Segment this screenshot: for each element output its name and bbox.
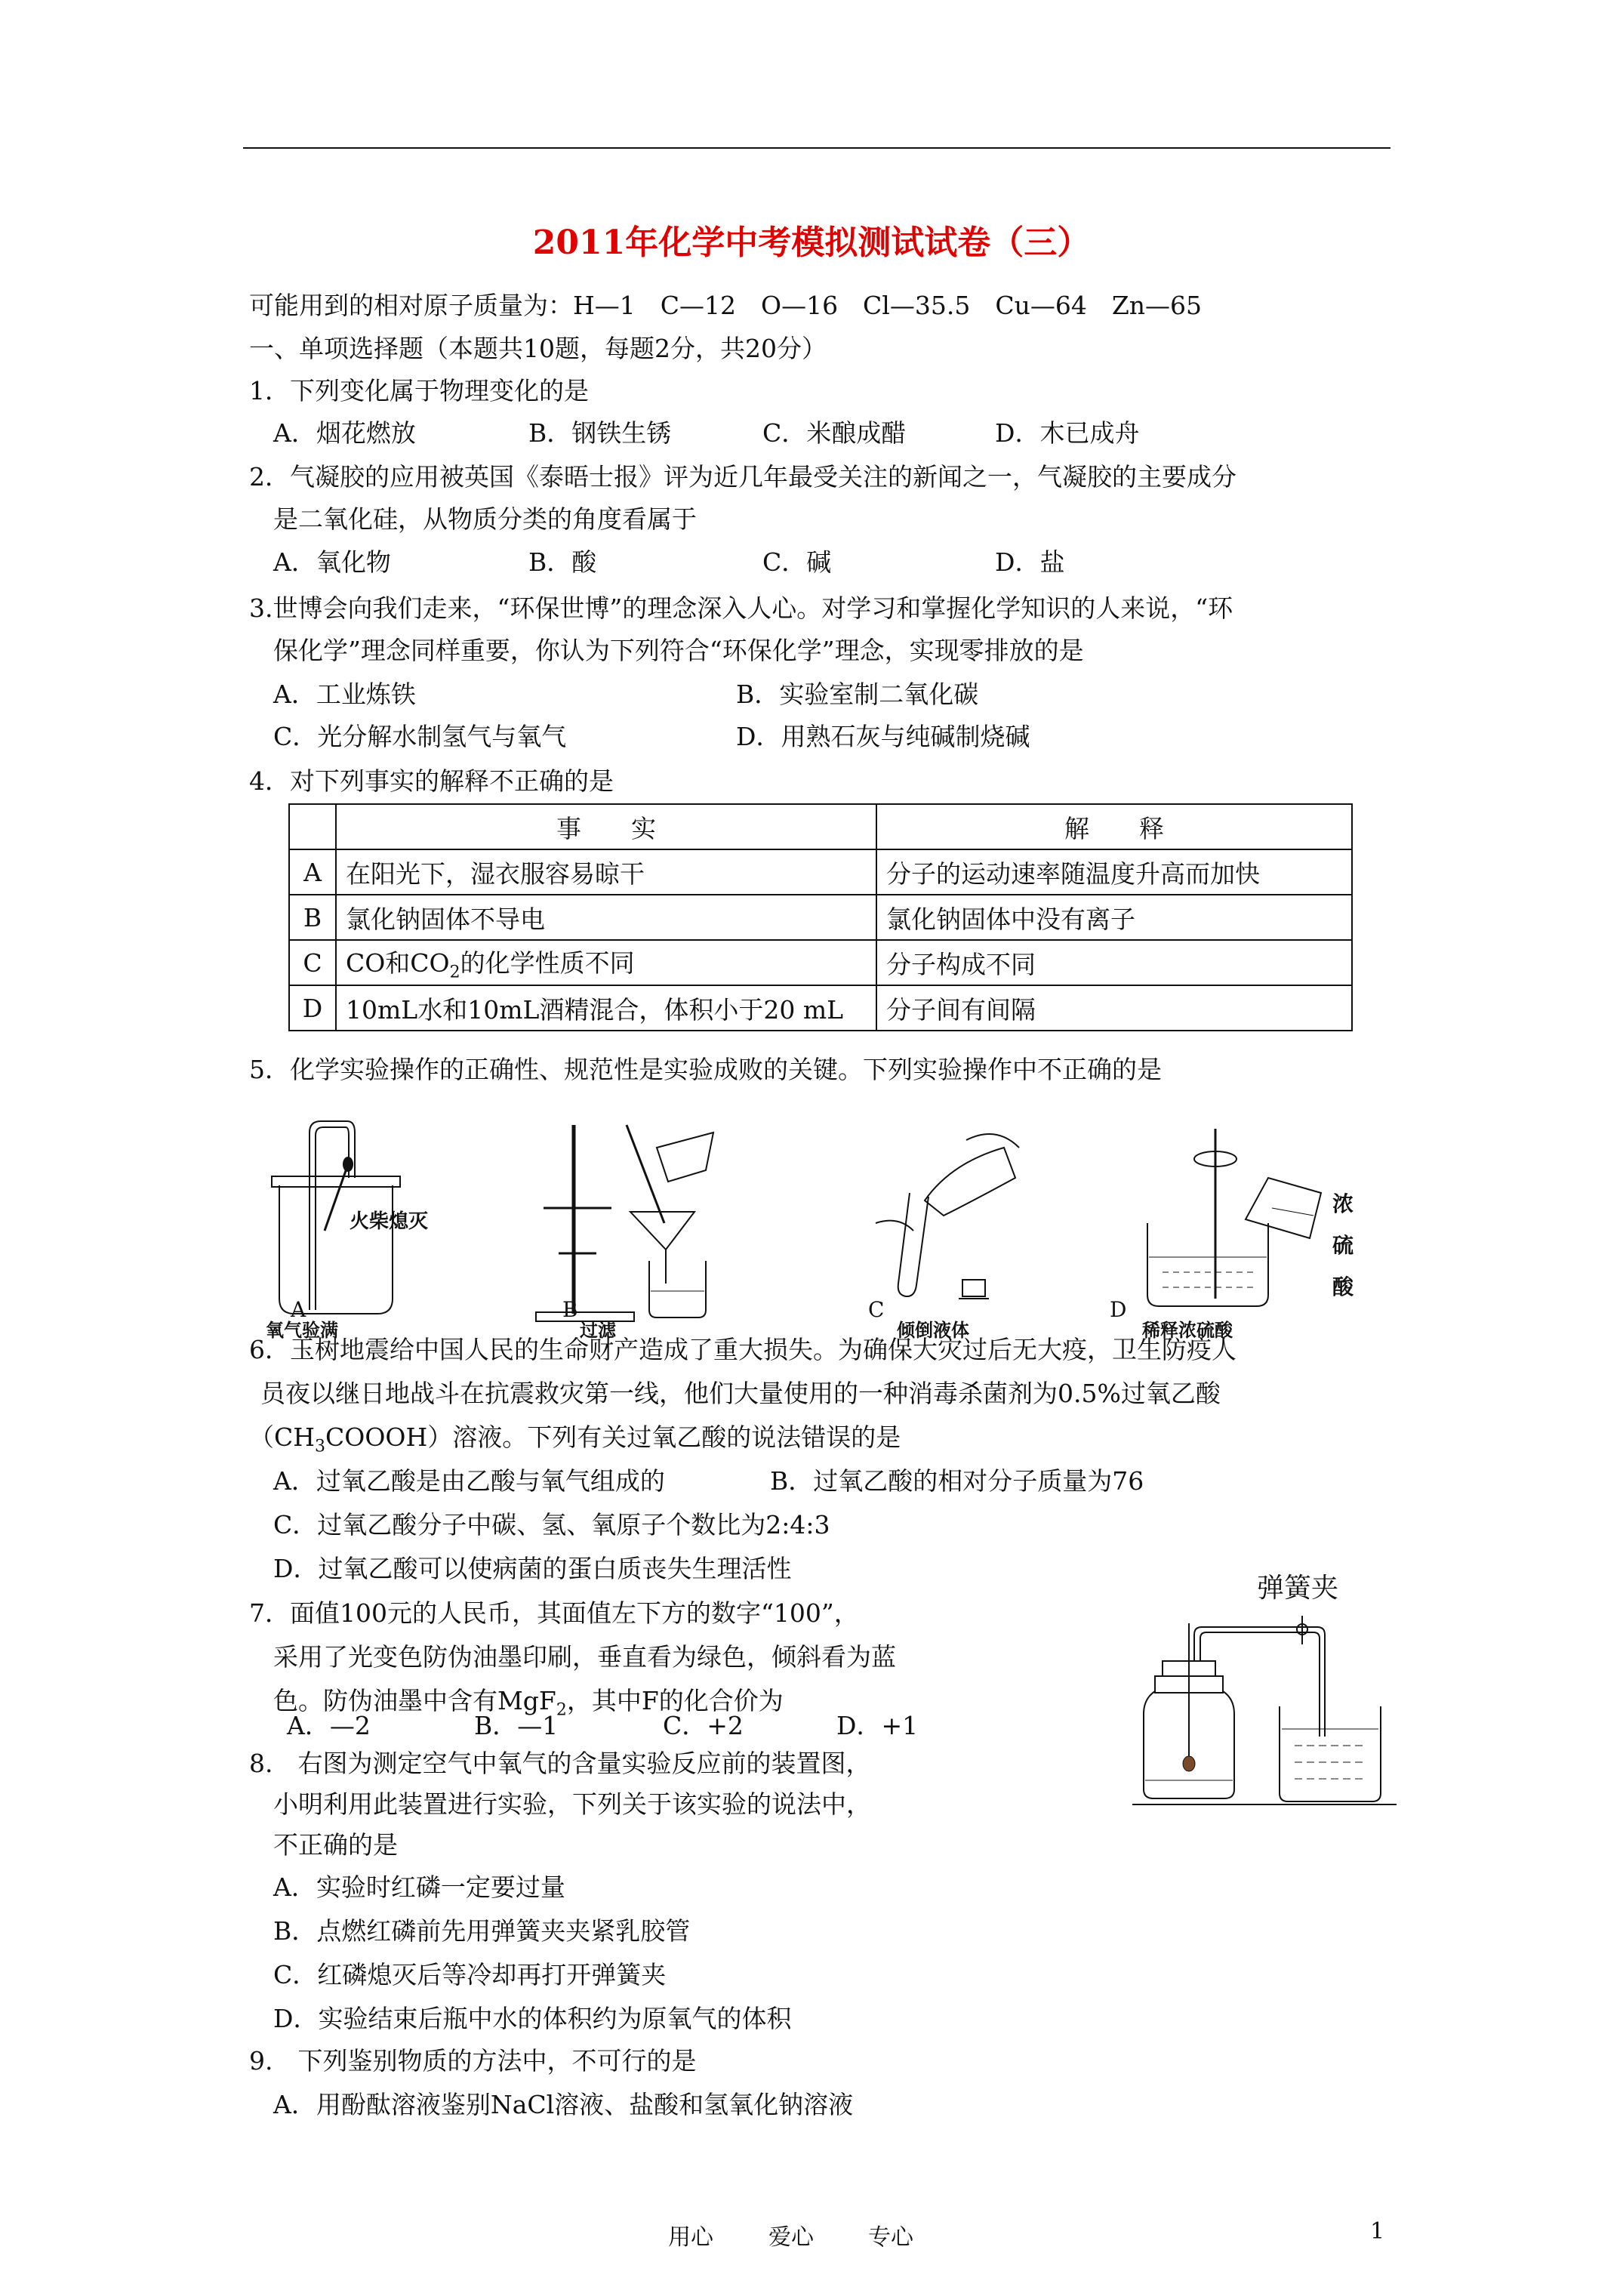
table-row — [289, 940, 1352, 985]
question-2-option-d: D．盐 — [995, 547, 1065, 577]
question-1-option-d: D．木已成舟 — [995, 418, 1140, 448]
question-6-formula-subscript: 3 — [315, 1437, 326, 1456]
footer-motto-2: 爱心 — [768, 2224, 814, 2251]
question-8-option-c: C．红磷熄灭后等冷却再打开弹簧夹 — [273, 1960, 667, 1989]
figure-a-note: 火柴熄灭 — [350, 1210, 429, 1233]
figure-b-letter: B — [562, 1297, 578, 1322]
question-6-option-a: A．过氧乙酸是由乙酸与氧气组成的 — [273, 1466, 665, 1496]
question-8-option-a: A．实验时红磷一定要过量 — [273, 1872, 565, 1902]
question-7-formula-post: ，其中F的化合价为 — [566, 1686, 784, 1715]
row-label: C — [289, 940, 336, 985]
question-3-option-a: A．工业炼铁 — [273, 680, 416, 709]
question-8-stem-line3: 不正确的是 — [273, 1830, 398, 1860]
question-1-option-b: B．钢铁生锈 — [528, 418, 672, 448]
footer-motto-1: 用心 — [668, 2224, 713, 2251]
question-6-stem-line2: 员夜以继日地战斗在抗震救灾第一线，他们大量使用的一种消毒杀菌剂为0.5%过氧乙酸 — [260, 1379, 1221, 1408]
question-6-option-c: C．过氧乙酸分子中碳、氢、氧原子个数比为2:4:3 — [273, 1510, 830, 1539]
row-fact: 10mL水和10mL酒精混合，体积小于20 mL — [336, 985, 876, 1031]
question-7-option-b: B．—1 — [474, 1711, 559, 1740]
question-7-stem-line1: 7．面值100元的人民币，其面值左下方的数字“100”， — [249, 1598, 859, 1628]
section-heading: 一、单项选择题（本题共10题，每题2分，共20分） — [249, 334, 827, 363]
figure-d-note-3: 酸 — [1332, 1274, 1354, 1299]
question-6-formula-pre: （CH — [249, 1422, 316, 1452]
row-fact: 氯化钠固体不导电 — [336, 895, 876, 940]
row-label: D — [289, 985, 336, 1031]
figure-c-pouring — [853, 1117, 1042, 1314]
question-2-stem-line1: 2．气凝胶的应用被英国《泰晤士报》评为近几年最受关注的新闻之一，气凝胶的主要成分 — [249, 462, 1236, 492]
question-3-option-d: D．用熟石灰与纯碱制烧碱 — [736, 722, 1030, 751]
question-3-option-c: C．光分解水制氢气与氧气 — [273, 722, 567, 751]
row-explanation: 氯化钠固体中没有离子 — [876, 895, 1352, 940]
question-7-formula-pre: 色。防伪油墨中含有MgF — [273, 1686, 556, 1715]
table-row — [289, 895, 1352, 940]
question-6-option-b: B．过氧乙酸的相对分子质量为76 — [770, 1466, 1144, 1496]
table-header-row — [289, 804, 1352, 849]
question-8-option-b: B．点燃红磷前先用弹簧夹夹紧乳胶管 — [273, 1916, 691, 1946]
figure-d-note-2: 硫 — [1332, 1233, 1354, 1258]
question-3-stem-line2: 保化学”理念同样重要，你认为下列符合“环保化学”理念，实现零排放的是 — [273, 636, 1084, 665]
question-2-stem-line2: 是二氧化硅，从物质分类的角度看属于 — [273, 504, 697, 534]
figure-d-diluting-acid — [1132, 1125, 1329, 1314]
figure-b-filtration — [521, 1110, 717, 1329]
figure-a-letter: A — [291, 1297, 306, 1322]
row-label: B — [289, 895, 336, 940]
question-1-stem: 1．下列变化属于物理变化的是 — [249, 376, 589, 405]
figure-c-caption: 倾倒液体 — [897, 1319, 969, 1341]
question-6-formula-post: COOOH）溶液。下列有关过氧乙酸的说法错误的是 — [325, 1422, 901, 1452]
facts-table — [288, 803, 1353, 1031]
figure-b-caption: 过滤 — [580, 1319, 616, 1341]
row-explanation: 分子的运动速率随温度升高而加快 — [876, 849, 1352, 895]
table-row — [289, 849, 1352, 895]
page-number: 1 — [1370, 2218, 1385, 2245]
question-8-stem-line1: 8. 右图为测定空气中氧气的含量实验反应前的装置图， — [249, 1749, 871, 1778]
table-header-fact: 事 实 — [336, 804, 876, 849]
table-row — [289, 985, 1352, 1031]
question-2-option-b: B．酸 — [528, 547, 597, 577]
row-fact: 在阳光下，湿衣服容易晾干 — [336, 849, 876, 895]
question-8-stem-line2: 小明利用此装置进行实验，下列关于该实验的说法中， — [273, 1789, 871, 1819]
question-9-stem: 9. 下列鉴别物质的方法中，不可行的是 — [249, 2046, 697, 2076]
question-6-option-d: D．过氧乙酸可以使病菌的蛋白质丧失生理活性 — [273, 1554, 792, 1583]
figure-d-caption: 稀释浓硫酸 — [1142, 1319, 1233, 1341]
question-7-option-d: D．+1 — [836, 1711, 919, 1740]
row-explanation: 分子间有间隔 — [876, 985, 1352, 1031]
question-6-stem-line1: 6．玉树地震给中国人民的生命财产造成了重大损失。为确保大灾过后无大疫，卫生防疫人 — [249, 1335, 1236, 1364]
question-2-option-c: C．碱 — [762, 547, 832, 577]
row-fact-pre: CO和CO — [346, 948, 450, 978]
question-7-option-c: C．+2 — [663, 1711, 744, 1740]
row-fact-subscript: 2 — [449, 963, 460, 982]
question-7-option-a: A．—2 — [287, 1711, 371, 1740]
atomic-masses-line: 可能用到的相对原子质量为：H—1 C—12 O—16 Cl—35.5 Cu—64 Zn—65 — [249, 291, 1203, 320]
table-header-label — [289, 804, 336, 849]
question-1-option-a: A．烟花燃放 — [273, 418, 416, 448]
figure-a-caption: 氧气验满 — [266, 1319, 338, 1341]
question-7-formula-subscript: 2 — [556, 1700, 567, 1720]
row-fact — [336, 940, 876, 985]
question-2-option-a: A．氧化物 — [273, 547, 391, 577]
question-3-stem-line1: 3.世博会向我们走来，“环保世博”的理念深入人心。对学习和掌握化学知识的人来说，“环 — [249, 593, 1233, 623]
question-9-option-a: A．用酚酞溶液鉴别NaCl溶液、盐酸和氢氧化钠溶液 — [273, 2090, 854, 2119]
question-1-option-c: C．米酿成醋 — [762, 418, 907, 448]
question-3-option-b: B．实验室制二氧化碳 — [736, 680, 979, 709]
question-6-stem-line3 — [249, 1422, 901, 1462]
question-5-stem: 5．化学实验操作的正确性、规范性是实验成败的关键。下列实验操作中不正确的是 — [249, 1055, 1162, 1084]
row-explanation: 分子构成不同 — [876, 940, 1352, 985]
page-title: 2011年化学中考模拟测试试卷（三） — [532, 223, 1091, 262]
figure-c-letter: C — [868, 1297, 885, 1322]
question-8-option-d: D．实验结束后瓶中水的体积约为原氧气的体积 — [273, 2004, 792, 2033]
figure-d-note-1: 浓 — [1332, 1191, 1354, 1216]
row-fact-post: 的化学性质不同 — [460, 948, 635, 978]
row-label: A — [289, 849, 336, 895]
figure-d-letter: D — [1110, 1297, 1127, 1322]
oxygen-content-apparatus — [1132, 1608, 1397, 1812]
question-7-stem-line2: 采用了光变色防伪油墨印刷，垂直看为绿色，倾斜看为蓝 — [273, 1642, 896, 1672]
header-rule — [243, 147, 1390, 149]
table-header-explanation: 解 释 — [876, 804, 1352, 849]
spring-clip-label: 弹簧夹 — [1257, 1573, 1339, 1604]
footer-motto-3: 专心 — [868, 2224, 913, 2251]
question-4-stem: 4．对下列事实的解释不正确的是 — [249, 766, 614, 796]
